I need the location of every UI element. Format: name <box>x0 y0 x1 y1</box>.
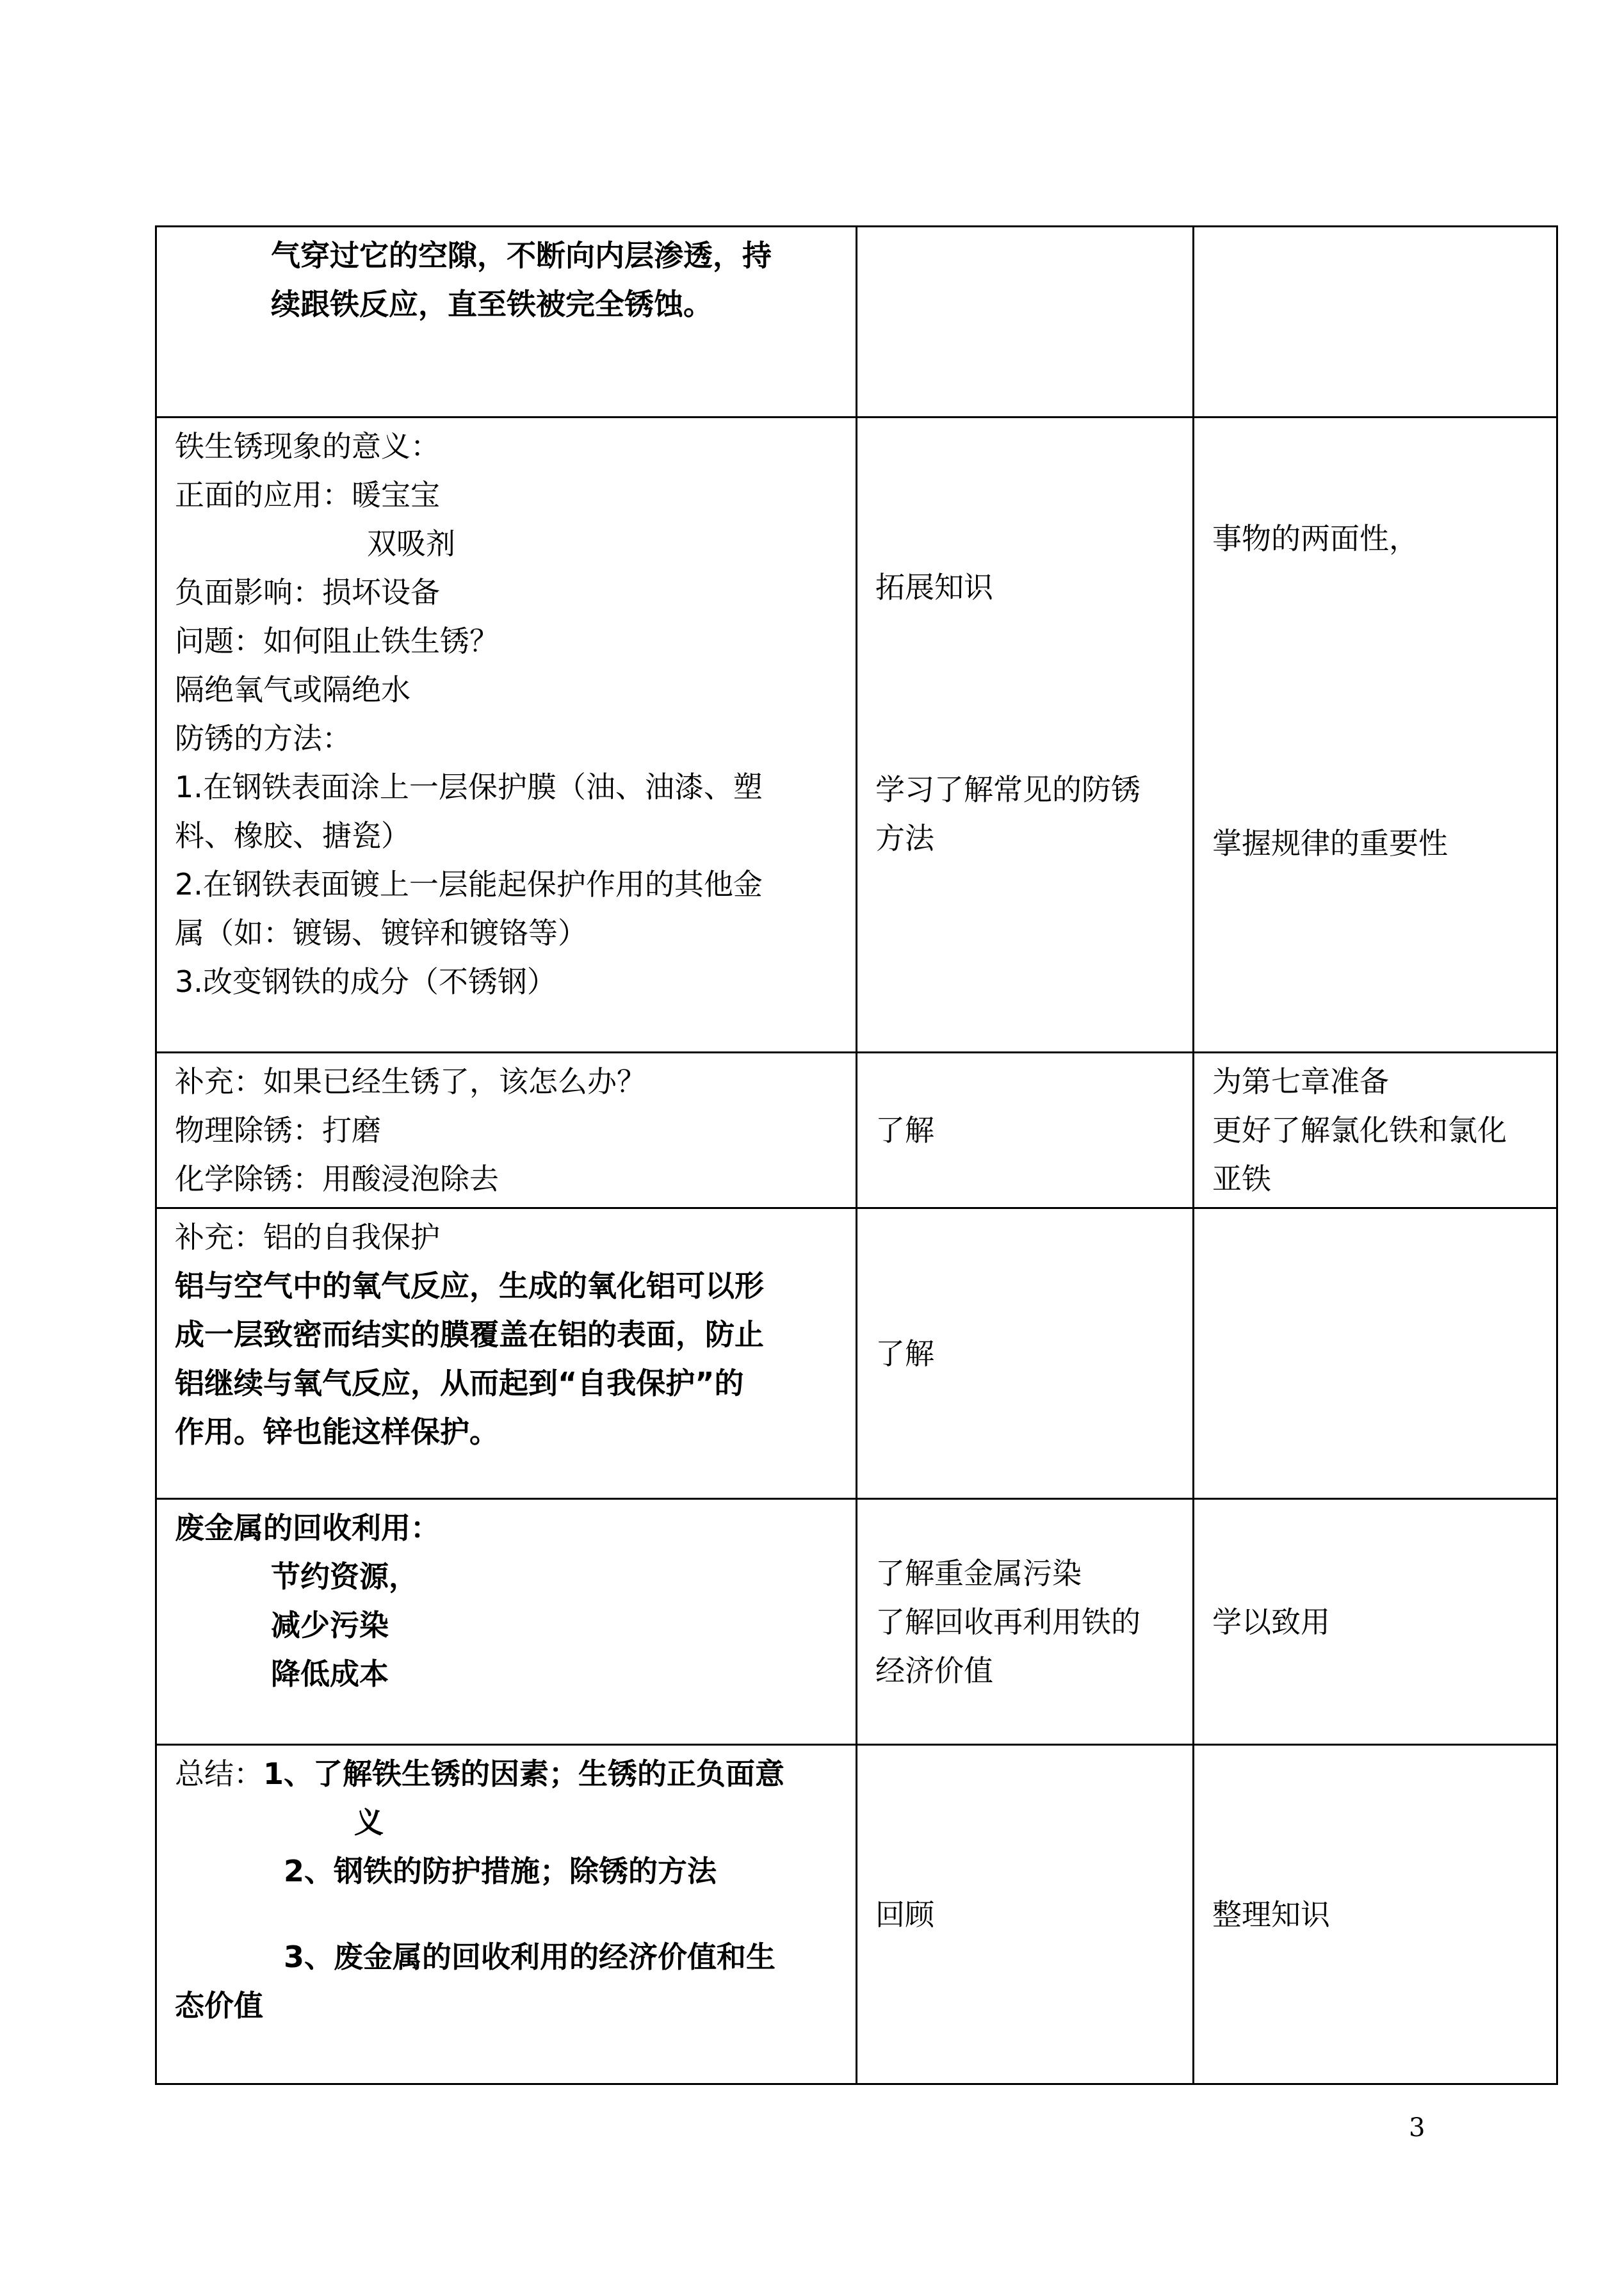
content-line: 2.在钢铁表面镀上一层能起保护作用的其他金 <box>175 867 763 902</box>
activity-line: 了解重金属污染 <box>875 1555 1082 1591</box>
activity-line: 方法 <box>875 821 934 856</box>
table-row <box>156 1745 1557 2084</box>
activity-cell <box>857 1053 1194 1208</box>
content-cell <box>156 1208 857 1499</box>
activity-line: 了解 <box>875 1336 934 1371</box>
content-line: 续跟铁反应，直至铁被完全锈蚀。 <box>271 287 713 321</box>
content-line: 料、橡胶、搪瓷） <box>175 818 410 853</box>
summary-label: 总结： <box>175 1756 263 1791</box>
lesson-plan-table <box>155 225 1558 2085</box>
content-line: 废金属的回收利用： <box>175 1511 440 1545</box>
activity-cell <box>857 1499 1194 1745</box>
summary-line: 态价值 <box>175 1988 263 2023</box>
activity-line: 拓展知识 <box>875 570 993 604</box>
activity-cell <box>857 418 1194 1053</box>
content-line: 铝与空气中的氧气反应，生成的氧化铝可以形 <box>175 1269 764 1303</box>
content-line: 化学除锈：用酸浸泡除去 <box>175 1162 499 1196</box>
summary-point: 1、了解铁生锈的因素；生锈的正负面意 <box>263 1756 785 1791</box>
content-line: 隔绝氧气或隔绝水 <box>175 672 410 707</box>
content-line: 属（如：镀锡、镀锌和镀铬等） <box>175 916 587 950</box>
content-cell <box>156 1745 857 2084</box>
content-line: 正面的应用：暖宝宝 <box>175 478 440 512</box>
activity-cell <box>857 227 1194 418</box>
purpose-cell <box>1194 1208 1557 1499</box>
summary-line: 3、废金属的回收利用的经济价值和生 <box>284 1940 776 1974</box>
content-line: 补充：如果已经生锈了，该怎么办？ <box>175 1064 646 1099</box>
content-line: 防锈的方法： <box>175 721 352 756</box>
content-line: 3.改变钢铁的成分（不锈钢） <box>175 964 556 999</box>
table-row <box>156 1208 1557 1499</box>
purpose-line: 亚铁 <box>1212 1162 1271 1196</box>
purpose-cell <box>1194 227 1557 418</box>
content-line: 成一层致密而结实的膜覆盖在铝的表面，防止 <box>175 1317 764 1352</box>
purpose-line: 为第七章准备 <box>1212 1064 1389 1099</box>
content-cell <box>156 1499 857 1745</box>
content-line: 铁生锈现象的意义： <box>175 429 440 464</box>
purpose-line: 更好了解氯化铁和氯化 <box>1212 1113 1507 1148</box>
content-cell <box>156 227 857 418</box>
content-cell <box>156 1053 857 1208</box>
table-row <box>156 418 1557 1053</box>
summary-line: 义 <box>354 1805 384 1840</box>
content-line: 作用。锌也能这样保护。 <box>175 1415 499 1449</box>
activity-line: 了解回收再利用铁的 <box>875 1604 1141 1639</box>
content-line: 问题：如何阻止铁生锈？ <box>175 624 499 658</box>
activity-line: 了解 <box>875 1113 934 1148</box>
content-line: 1.在钢铁表面涂上一层保护膜（油、油漆、塑 <box>175 770 763 804</box>
purpose-cell <box>1194 1053 1557 1208</box>
table-row <box>156 227 1557 418</box>
content-line: 铝继续与氧气反应，从而起到“自我保护”的 <box>175 1366 744 1400</box>
table-row <box>156 1499 1557 1745</box>
purpose-cell <box>1194 1499 1557 1745</box>
purpose-line: 事物的两面性， <box>1212 521 1418 556</box>
summary-line: 2、钢铁的防护措施；除锈的方法 <box>284 1854 717 1888</box>
content-line: 双吸剂 <box>367 526 455 561</box>
table-row <box>156 1053 1557 1208</box>
content-line: 负面影响：损坏设备 <box>175 575 440 610</box>
content-line: 降低成本 <box>271 1657 389 1691</box>
activity-line: 回顾 <box>875 1897 934 1932</box>
summary-line <box>175 1749 841 1798</box>
activity-line: 经济价值 <box>875 1653 993 1688</box>
purpose-cell <box>1194 418 1557 1053</box>
activity-cell <box>857 1208 1194 1499</box>
content-cell <box>156 418 857 1053</box>
content-line: 补充：铝的自我保护 <box>175 1220 440 1254</box>
purpose-line: 整理知识 <box>1212 1897 1330 1932</box>
content-line: 气穿过它的空隙，不断向内层渗透，持 <box>271 238 772 273</box>
activity-line: 学习了解常见的防锈 <box>875 772 1141 807</box>
purpose-cell <box>1194 1745 1557 2084</box>
content-line: 节约资源， <box>271 1559 418 1594</box>
purpose-line: 学以致用 <box>1212 1604 1330 1639</box>
page-number: 3 <box>1409 2113 1425 2143</box>
content-line: 物理除锈：打磨 <box>175 1113 381 1148</box>
activity-cell <box>857 1745 1194 2084</box>
content-line: 减少污染 <box>271 1608 389 1642</box>
purpose-line: 掌握规律的重要性 <box>1212 826 1448 861</box>
